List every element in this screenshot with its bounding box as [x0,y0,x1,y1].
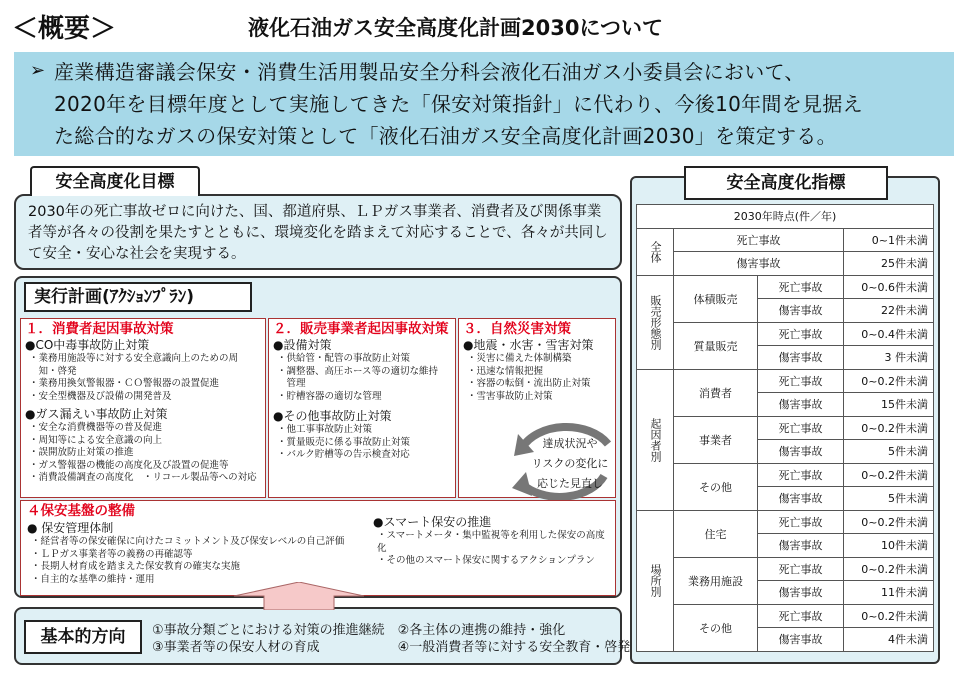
arrow-bullet-icon: ➢ [30,60,46,81]
list-item: ・調整器、高圧ホース等の適切な維持 [277,365,439,377]
list-item: ・迅速な情報把握 [467,365,544,377]
row-label: 傷害事故 [758,299,844,323]
list-item: ・その他のスマート保安に関するアクションプラン [377,555,595,566]
category-cell: 質量販売 [674,322,758,369]
section-1-bullet-2: ●ガス漏えい事故防止対策 [25,407,168,421]
section-2-title: ２．販売事業者起因事故対策 [273,321,449,337]
value-cell: 0~0.2件未満 [844,369,934,393]
direction-line-2: ③事業者等の保安人材の育成 ④一般消費者等に対する安全教育・啓発 [152,640,631,655]
value-cell: 25件未満 [844,252,934,276]
value-cell: 15件未満 [844,393,934,417]
value-cell: 0~0.2件未満 [844,604,934,628]
goal-title: 安全高度化目標 [30,166,200,196]
group-cause: 起因者別 [637,369,674,510]
value-cell: 0~0.2件未満 [844,463,934,487]
list-item: ・安全型機器及び設備の開発普及 [29,390,172,402]
row-label: 死亡事故 [758,369,844,393]
banner-line-3: た総合的なガスの保安対策として「液化石油ガス安全高度化計画2030」を策定する。 [54,124,837,148]
value-cell: 0~0.4件未満 [844,322,934,346]
value-cell: 0~0.6件未満 [844,275,934,299]
section-3-title: ３．自然災害対策 [463,321,571,337]
action-plan-title: 実行計画(ｱｸｼｮﾝﾌﾟﾗﾝ) [24,282,252,312]
section-1-bullet-1: ●CO中毒事故防止対策 [25,338,150,352]
list-item: ・周知等による安全意識の向上 [29,434,163,446]
basic-direction-text [152,622,630,656]
list-item: ・業務用施設等に対する安全意識向上のための周 [29,353,239,364]
cycle-line-1: 達成状況や [542,437,598,450]
section-4-bullet-2: ●スマート保安の推進 [373,515,492,529]
list-item: ・災害に備えた体制構築 [467,353,572,364]
category-cell: 業務用施設 [674,557,758,604]
value-cell: 5件未満 [844,440,934,464]
up-arrow-icon [224,582,374,610]
row-label: 死亡事故 [758,322,844,346]
section-4-bullet-1: ● 保安管理体制 [27,521,114,535]
list-item: 管理 [277,378,306,389]
goal-text: 2030年の死亡事故ゼロに向けた、国、都道府県、ＬＰガス事業者、消費者及び関係事業者等が各々の役割を果たすとともに、環境変化を踏まえて対応することで、各々が共同して安全・安心な社会を実現する。 [14,194,622,270]
list-item: ・雪害事故防止対策 [467,390,553,402]
list-item: ・供給管・配管の事故防止対策 [277,353,411,364]
list-item: ・質量販売に係る事故防止対策 [277,436,411,448]
list-item: ・安全な消費機器等の普及促進 [29,422,163,433]
section-4-title: ４保安基盤の整備 [27,503,135,519]
direction-line-1: ①事故分類ごとにおける対策の推進継続 ②各主体の連携の維持・強化 [152,623,566,638]
value-cell: 0~1件未満 [844,228,934,252]
list-item: ・ＬＰガス事業者等の義務の再確認等 [31,548,193,560]
section-2-bullet-1: ●設備対策 [273,338,332,352]
row-label: 傷害事故 [674,252,844,276]
indicator-title: 安全高度化指標 [684,166,888,200]
category-cell: その他 [674,463,758,510]
list-item: ・自主的な基準の維持・運用 [31,573,155,585]
group-all: 全体 [637,228,674,275]
banner-line-2: 2020年を目標年度として実施してきた「保安対策指針」に代わり、今後10年間を見据え [54,92,863,116]
list-item: ・バルク貯槽等の告示検査対応 [277,449,410,460]
list-item: ・消費設備調査の高度化 ・リコール製品等への対応 [29,472,257,483]
category-cell: 消費者 [674,369,758,416]
value-cell: 11件未満 [844,581,934,605]
value-cell: 0~0.2件未満 [844,416,934,440]
list-item: ・ガス警報器の機能の高度化及び設置の促進等 [29,459,229,471]
category-cell: 体積販売 [674,275,758,322]
group-sales: 販売形態別 [637,275,674,369]
row-label: 傷害事故 [758,534,844,558]
row-label: 傷害事故 [758,628,844,652]
seller-accident-section [268,318,456,498]
page-title: 液化石油ガス安全高度化計画2030について [248,16,664,40]
row-label: 死亡事故 [674,228,844,252]
row-label: 傷害事故 [758,440,844,464]
list-item: ・貯槽容器の適切な管理 [277,390,382,402]
row-label: 死亡事故 [758,416,844,440]
category-cell: 住宅 [674,510,758,557]
row-label: 死亡事故 [758,463,844,487]
list-item: ・業務用換気警報器・ＣＯ警報器の設置促進 [29,378,220,389]
list-item: ・経営者等の保安確保に向けたコミットメント及び保安レベルの自己評価 [31,536,345,547]
indicator-table [636,204,934,652]
banner-line-1: 産業構造審議会保安・消費生活用製品安全分科会液化石油ガス小委員会において、 [54,60,805,84]
row-label: 傷害事故 [758,487,844,511]
summary-banner [14,52,954,156]
category-cell: 事業者 [674,416,758,463]
section-3-bullet-1: ●地震・水害・雪害対策 [463,338,594,352]
category-cell: その他 [674,604,758,651]
year-header: 2030年時点(件／年) [637,205,934,229]
overview-heading: ＜概要＞ [12,14,117,44]
row-label: 死亡事故 [758,275,844,299]
review-cycle-text [520,434,620,494]
list-item: ・他工事事故防止対策 [277,424,373,435]
value-cell: 22件未満 [844,299,934,323]
row-label: 傷害事故 [758,346,844,370]
value-cell: 3 件未満 [844,346,934,370]
group-place: 場所別 [637,510,674,651]
list-item: ・長期人材育成を踏まえた保安教育の確実な実施 [31,561,241,572]
list-item: ・スマートメータ・集中監視等を利用した保安の高度化 [377,530,605,554]
row-label: 傷害事故 [758,581,844,605]
value-cell: 0~0.2件未満 [844,557,934,581]
row-label: 死亡事故 [758,604,844,628]
value-cell: 10件未満 [844,534,934,558]
value-cell: 4件未満 [844,628,934,652]
list-item: ・容器の転倒・流出防止対策 [467,378,591,389]
value-cell: 5件未満 [844,487,934,511]
cycle-line-3: 応じた見直し [537,477,603,490]
section-2-bullet-2: ●その他事故防止対策 [273,409,392,423]
value-cell: 0~0.2件未満 [844,510,934,534]
list-item: ・誤開放防止対策の推進 [29,447,134,458]
consumer-accident-section [20,318,266,498]
row-label: 傷害事故 [758,393,844,417]
row-label: 死亡事故 [758,510,844,534]
basic-direction-label: 基本的方向 [24,620,142,654]
row-label: 死亡事故 [758,557,844,581]
section-1-title: １．消費者起因事故対策 [25,321,174,337]
cycle-line-2: リスクの変化に [531,457,609,470]
list-item: 知・啓発 [29,365,77,377]
